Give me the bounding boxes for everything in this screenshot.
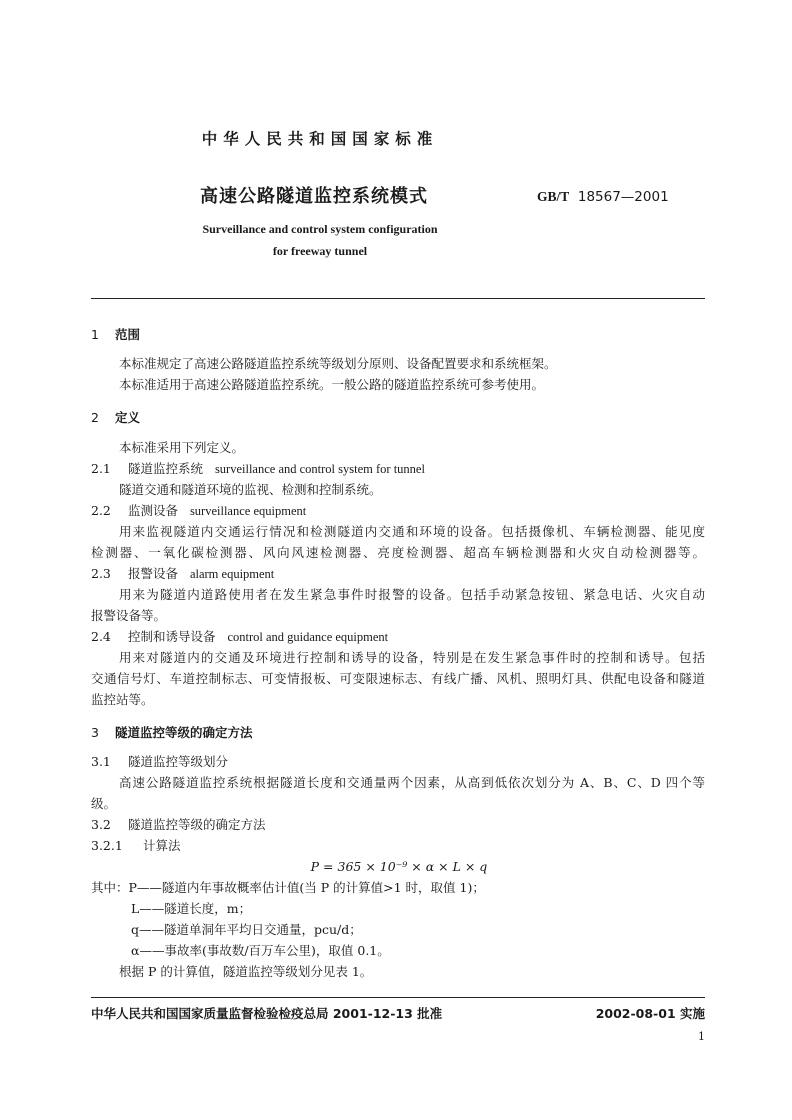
definition-2-2-text-line2: 检测器、一氧化碳检测器、风向风速检测器、亮度检测器、超高车辆检测器和火灾自动检测器等。	[91, 545, 705, 560]
page-number: 1	[698, 1030, 705, 1043]
definition-2-1-text: 隧道交通和隧道环境的监视、检测和控制系统。	[119, 482, 382, 497]
subsection-3-2-1-heading: 3.2.1 计算法	[91, 838, 181, 853]
header-divider	[91, 298, 705, 299]
footer-divider	[91, 997, 705, 998]
probability-formula: P = 365 × 10⁻⁹ × α × L × q	[310, 859, 488, 874]
formula-where-clause: 其中：P——隧道内年事故概率估计值(当 P 的计算值>1 时，取值 1)；	[91, 880, 485, 895]
definition-2-3-text-line2: 报警设备等。	[91, 608, 167, 623]
definition-2-1-heading: 2.1 隧道监控系统 surveillance and control system for tunnel	[91, 461, 425, 476]
definition-2-2-text-line1: 用来监视隧道内交通运行情况和检测隧道内交通和环境的设备。包括摄像机、车辆检测器、能见度	[119, 524, 705, 539]
definition-2-2-heading: 2.2 监测设备 surveillance equipment	[91, 503, 307, 518]
definition-2-4-heading: 2.4 控制和诱导设备 control and guidance equipment	[91, 629, 389, 644]
standard-number-value: 18567—2001	[577, 189, 669, 205]
section-2-intro: 本标准采用下列定义。	[119, 440, 245, 455]
standard-number	[537, 189, 669, 205]
section-1-heading: 1 范围	[91, 327, 141, 342]
section-1-paragraph-2: 本标准适用于高速公路隧道监控系统。一般公路的隧道监控系统可参考使用。	[119, 377, 545, 392]
document-title-en-line1: Surveillance and control system configuration	[202, 222, 438, 236]
section-3-heading: 3 隧道监控等级的确定方法	[91, 725, 253, 740]
section-1-paragraph-1: 本标准规定了高速公路隧道监控系统等级划分原则、设备配置要求和系统框架。	[119, 356, 557, 371]
subsection-3-1-text-line1: 高速公路隧道监控系统根据隧道长度和交通量两个因素，从高到低依次划分为 A、B、C、D 四个等	[119, 775, 705, 790]
subsection-3-1-text-line2: 级。	[91, 796, 117, 811]
implementation-date: 2002-08-01 实施	[595, 1006, 705, 1021]
subsection-3-2-heading: 3.2 隧道监控等级的确定方法	[91, 817, 266, 832]
approval-statement: 中华人民共和国国家质量监督检验检疫总局 2001-12-13 批准	[91, 1006, 443, 1021]
definition-2-4-text-line2: 交通信号灯、车道控制标志、可变情报板、可变限速标志、有线广播、风机、照明灯具、供配电设备和隧道	[91, 671, 705, 686]
subsection-3-1-heading: 3.1 隧道监控等级划分	[91, 754, 229, 769]
definition-2-4-text-line3: 监控站等。	[91, 692, 154, 707]
document-title-en-line2: for freeway tunnel	[272, 244, 368, 258]
standard-type-heading: 中华人民共和国国家标准	[201, 130, 439, 148]
formula-variable-q: q——隧道单洞年平均日交通量，pcu/d；	[131, 922, 362, 937]
standard-prefix: GB/T	[537, 189, 570, 204]
definition-2-3-heading: 2.3 报警设备 alarm equipment	[91, 566, 275, 581]
formula-closing-text: 根据 P 的计算值，隧道监控等级划分见表 1。	[119, 964, 373, 979]
section-2-heading: 2 定义	[91, 410, 141, 425]
formula-variable-l: L——隧道长度，m；	[131, 901, 252, 916]
definition-2-3-text-line1: 用来为隧道内道路使用者在发生紧急事件时报警的设备。包括手动紧急按钮、紧急电话、火灾自动	[119, 587, 705, 602]
definition-2-4-text-line1: 用来对隧道内的交通及环境进行控制和诱导的设备，特别是在发生紧急事件时的控制和诱导。包括	[119, 650, 705, 665]
formula-variable-alpha: α——事故率(事故数/百万车公里)，取值 0.1。	[131, 943, 390, 958]
document-title-cn: 高速公路隧道监控系统模式	[200, 186, 428, 207]
